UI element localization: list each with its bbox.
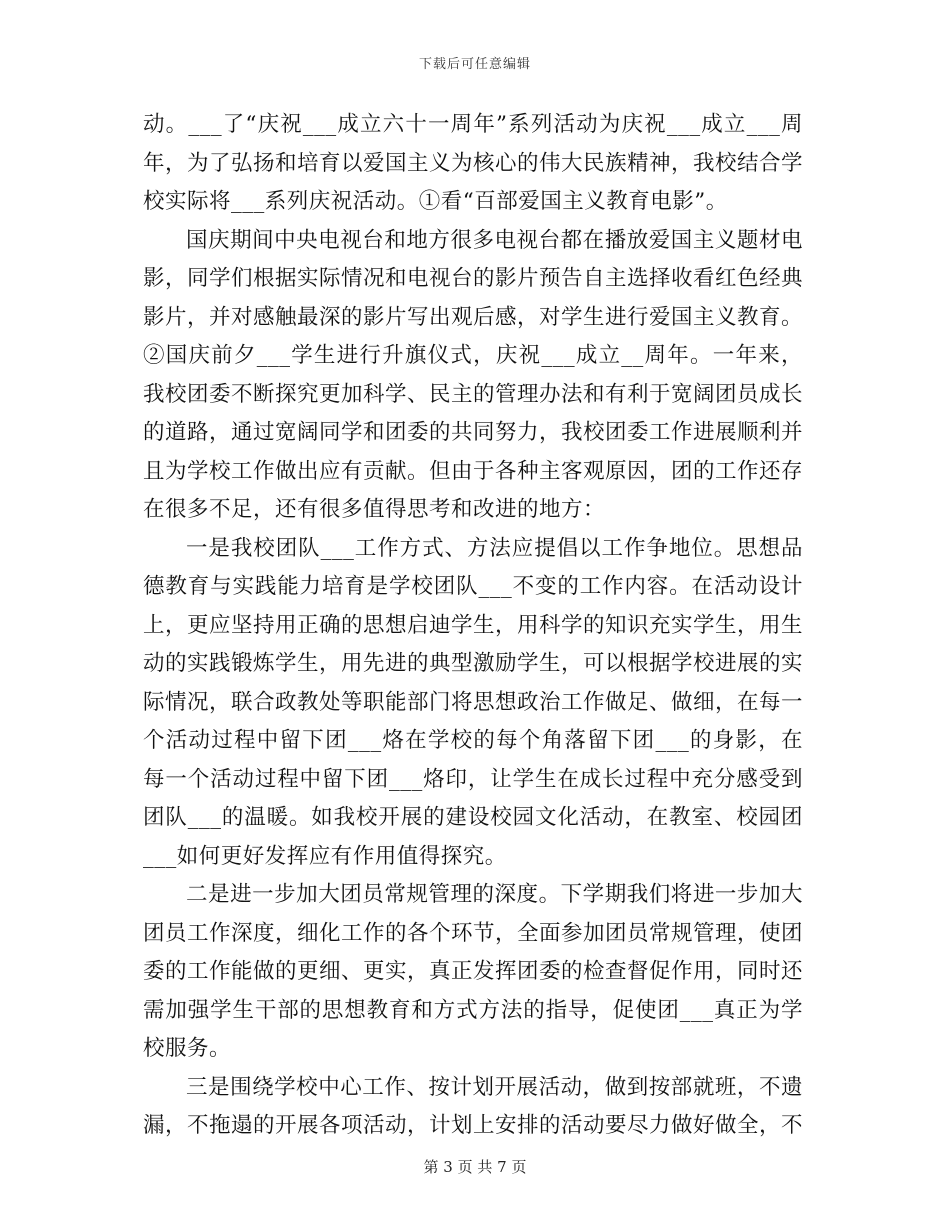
document-body xyxy=(143,106,803,1146)
paragraph-5: 三是围绕学校中心工作、按计划开展活动，做到按部就班，不遗漏，不拖遢的开展各项活动，计划上安排的活动要尽力做好做全，不 xyxy=(143,1074,804,1138)
paragraph-3: 一是我校团队___工作方式、方法应提倡以工作争地位。思想品德教育与实践能力培育是学校团队___不变的工作内容。在活动设计上，更应坚持用正确的思想启迪学生，用科学的知识充实学生，用生动的实践锻炼学生，用先进的典型激励学生，可以根据学校进展的实际情况，联合政教处等职能部门将思想政治工作做足、做细，在每一个活动过程中留下团___烙在学校的每个角落留下团___的身影，在每一个活动过程中留下团___烙印，让学生在成长过程中充分感受到团队___的温暖。如我校开展的建设校园文化活动，在教室、校园团___如何更好发挥应有作用值得探究。 xyxy=(143,535,804,869)
paragraph-4: 二是进一步加大团员常规管理的深度。下学期我们将进一步加大团员工作深度，细化工作的各个环节，全面参加团员常规管理，使团委的工作能做的更细、更实，真正发挥团委的检查督促作用，同时还需加强学生干部的思想教育和方式方法的指导，促使团___真正为学校服务。 xyxy=(143,882,804,1061)
paragraph-2: 国庆期间中央电视台和地方很多电视台都在播放爱国主义题材电影，同学们根据实际情况和电视台的影片预告自主选择收看红色经典影片，并对感触最深的影片写出观后感，对学生进行爱国主义教育。②国庆前夕___学生进行升旗仪式，庆祝___成立__周年。一年来，我校团委不断探究更加科学、民主的管理办法和有利于宽阔团员成长的道路，通过宽阔同学和团委的共同努力，我校团委工作进展顺利并且为学校工作做出应有贡献。但由于各种主客观原因，团的工作还存在很多不足，还有很多值得思考和改进的地方： xyxy=(143,227,804,522)
page-number-footer: 第 3 页 共 7 页 xyxy=(423,1158,527,1176)
page-header: 下载后可任意编辑 xyxy=(418,57,531,72)
paragraph-1: 动。___了“庆祝___成立六十一周年”系列活动为庆祝___成立___周年，为了弘扬和培育以爱国主义为核心的伟大民族精神，我校结合学校实际将___系列庆祝活动。①看“百部爱国主义教育电影”。 xyxy=(143,112,804,214)
